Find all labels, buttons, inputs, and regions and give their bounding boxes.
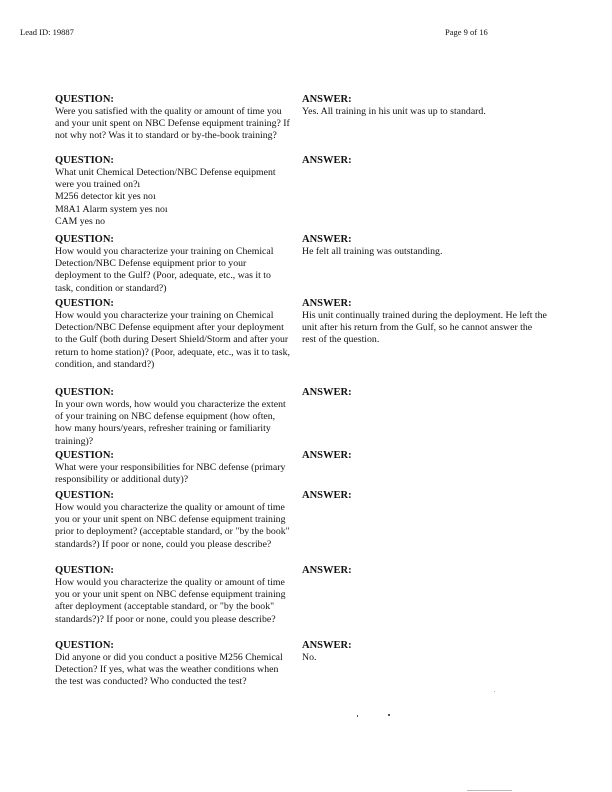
question-label: QUESTION:	[55, 450, 114, 461]
question-label: QUESTION:	[55, 298, 114, 309]
answer-label: ANSWER:	[302, 155, 352, 166]
question-text: How would you characterize your training on Chemical Detection/NBC Defense equipment after your deployment to the Gulf (both during Desert Shield/Storm and after your return to home station)? (Poor, adequate, etc., was it to task, condition, and standard?)	[55, 310, 290, 370]
page-number: Page 9 of 16	[445, 27, 488, 37]
answer-label: ANSWER:	[302, 94, 352, 105]
scan-artifact	[467, 790, 512, 791]
answer-label: ANSWER:	[302, 490, 352, 501]
question-label: QUESTION:	[55, 94, 114, 105]
question-text: What were your responsibilities for NBC defense (primary responsibility or additional duty)?	[55, 462, 286, 486]
question-text: How would you characterize your training on Chemical Detection/NBC Defense equipment prior to your deployment to the Gulf? (Poor, adequate, etc., was it to task, condition or standard?)	[55, 246, 274, 294]
answer-label: ANSWER:	[302, 387, 352, 398]
question-label: QUESTION:	[55, 490, 114, 501]
answer-label: ANSWER:	[302, 640, 352, 651]
question-text: How would you characterize the quality or amount of time you or your unit spent on NBC defense equipment training prior to deployment? (acceptable standard, or "by the book" standards?) If poor or none, could you please describe?	[55, 502, 290, 550]
question-label: QUESTION:	[55, 640, 114, 651]
answer-label: ANSWER:	[302, 234, 352, 245]
answer-text: Yes. All training in his unit was up to standard.	[302, 106, 486, 117]
scan-artifact	[494, 691, 495, 692]
question-text: How would you characterize the quality or amount of time you or your unit spent on NBC defense equipment training after deployment (acceptable standard, or "by the book" standards?)? If poor or none, could you please describe?	[55, 577, 286, 625]
scan-artifact	[357, 715, 358, 717]
question-label: QUESTION:	[55, 387, 114, 398]
question-text: What unit Chemical Detection/NBC Defense equipment were you trained on?ı M256 detector kit yes noı M8A1 Alarm system yes noı CAM yes no	[55, 167, 276, 227]
answer-label: ANSWER:	[302, 298, 352, 309]
question-label: QUESTION:	[55, 565, 114, 576]
question-text: Were you satisfied with the quality or amount of time you and your unit spent on NBC Defense equipment training? If not why not? Was it to standard or by-the-book training?	[55, 106, 290, 142]
answer-text: He felt all training was outstanding.	[302, 246, 443, 257]
scan-artifact	[388, 714, 390, 716]
question-text: Did anyone or did you conduct a positive M256 Chemical Detection? If yes, what was the weather conditions when the test was conducted? Who conducted the test?	[55, 652, 283, 688]
lead-id: Lead ID: 19887	[20, 27, 74, 37]
answer-label: ANSWER:	[302, 450, 352, 461]
question-text: In your own words, how would you characterize the extent of your training on NBC defense equipment (how often, how many hours/years, refresher training or familiarity training)?	[55, 399, 286, 447]
answer-text: His unit continually trained during the deployment. He left the unit after his return from the Gulf, so he cannot answer the rest of the question.	[302, 310, 547, 346]
answer-label: ANSWER:	[302, 565, 352, 576]
answer-text: No.	[302, 652, 317, 663]
question-label: QUESTION:	[55, 234, 114, 245]
question-label: QUESTION:	[55, 155, 114, 166]
